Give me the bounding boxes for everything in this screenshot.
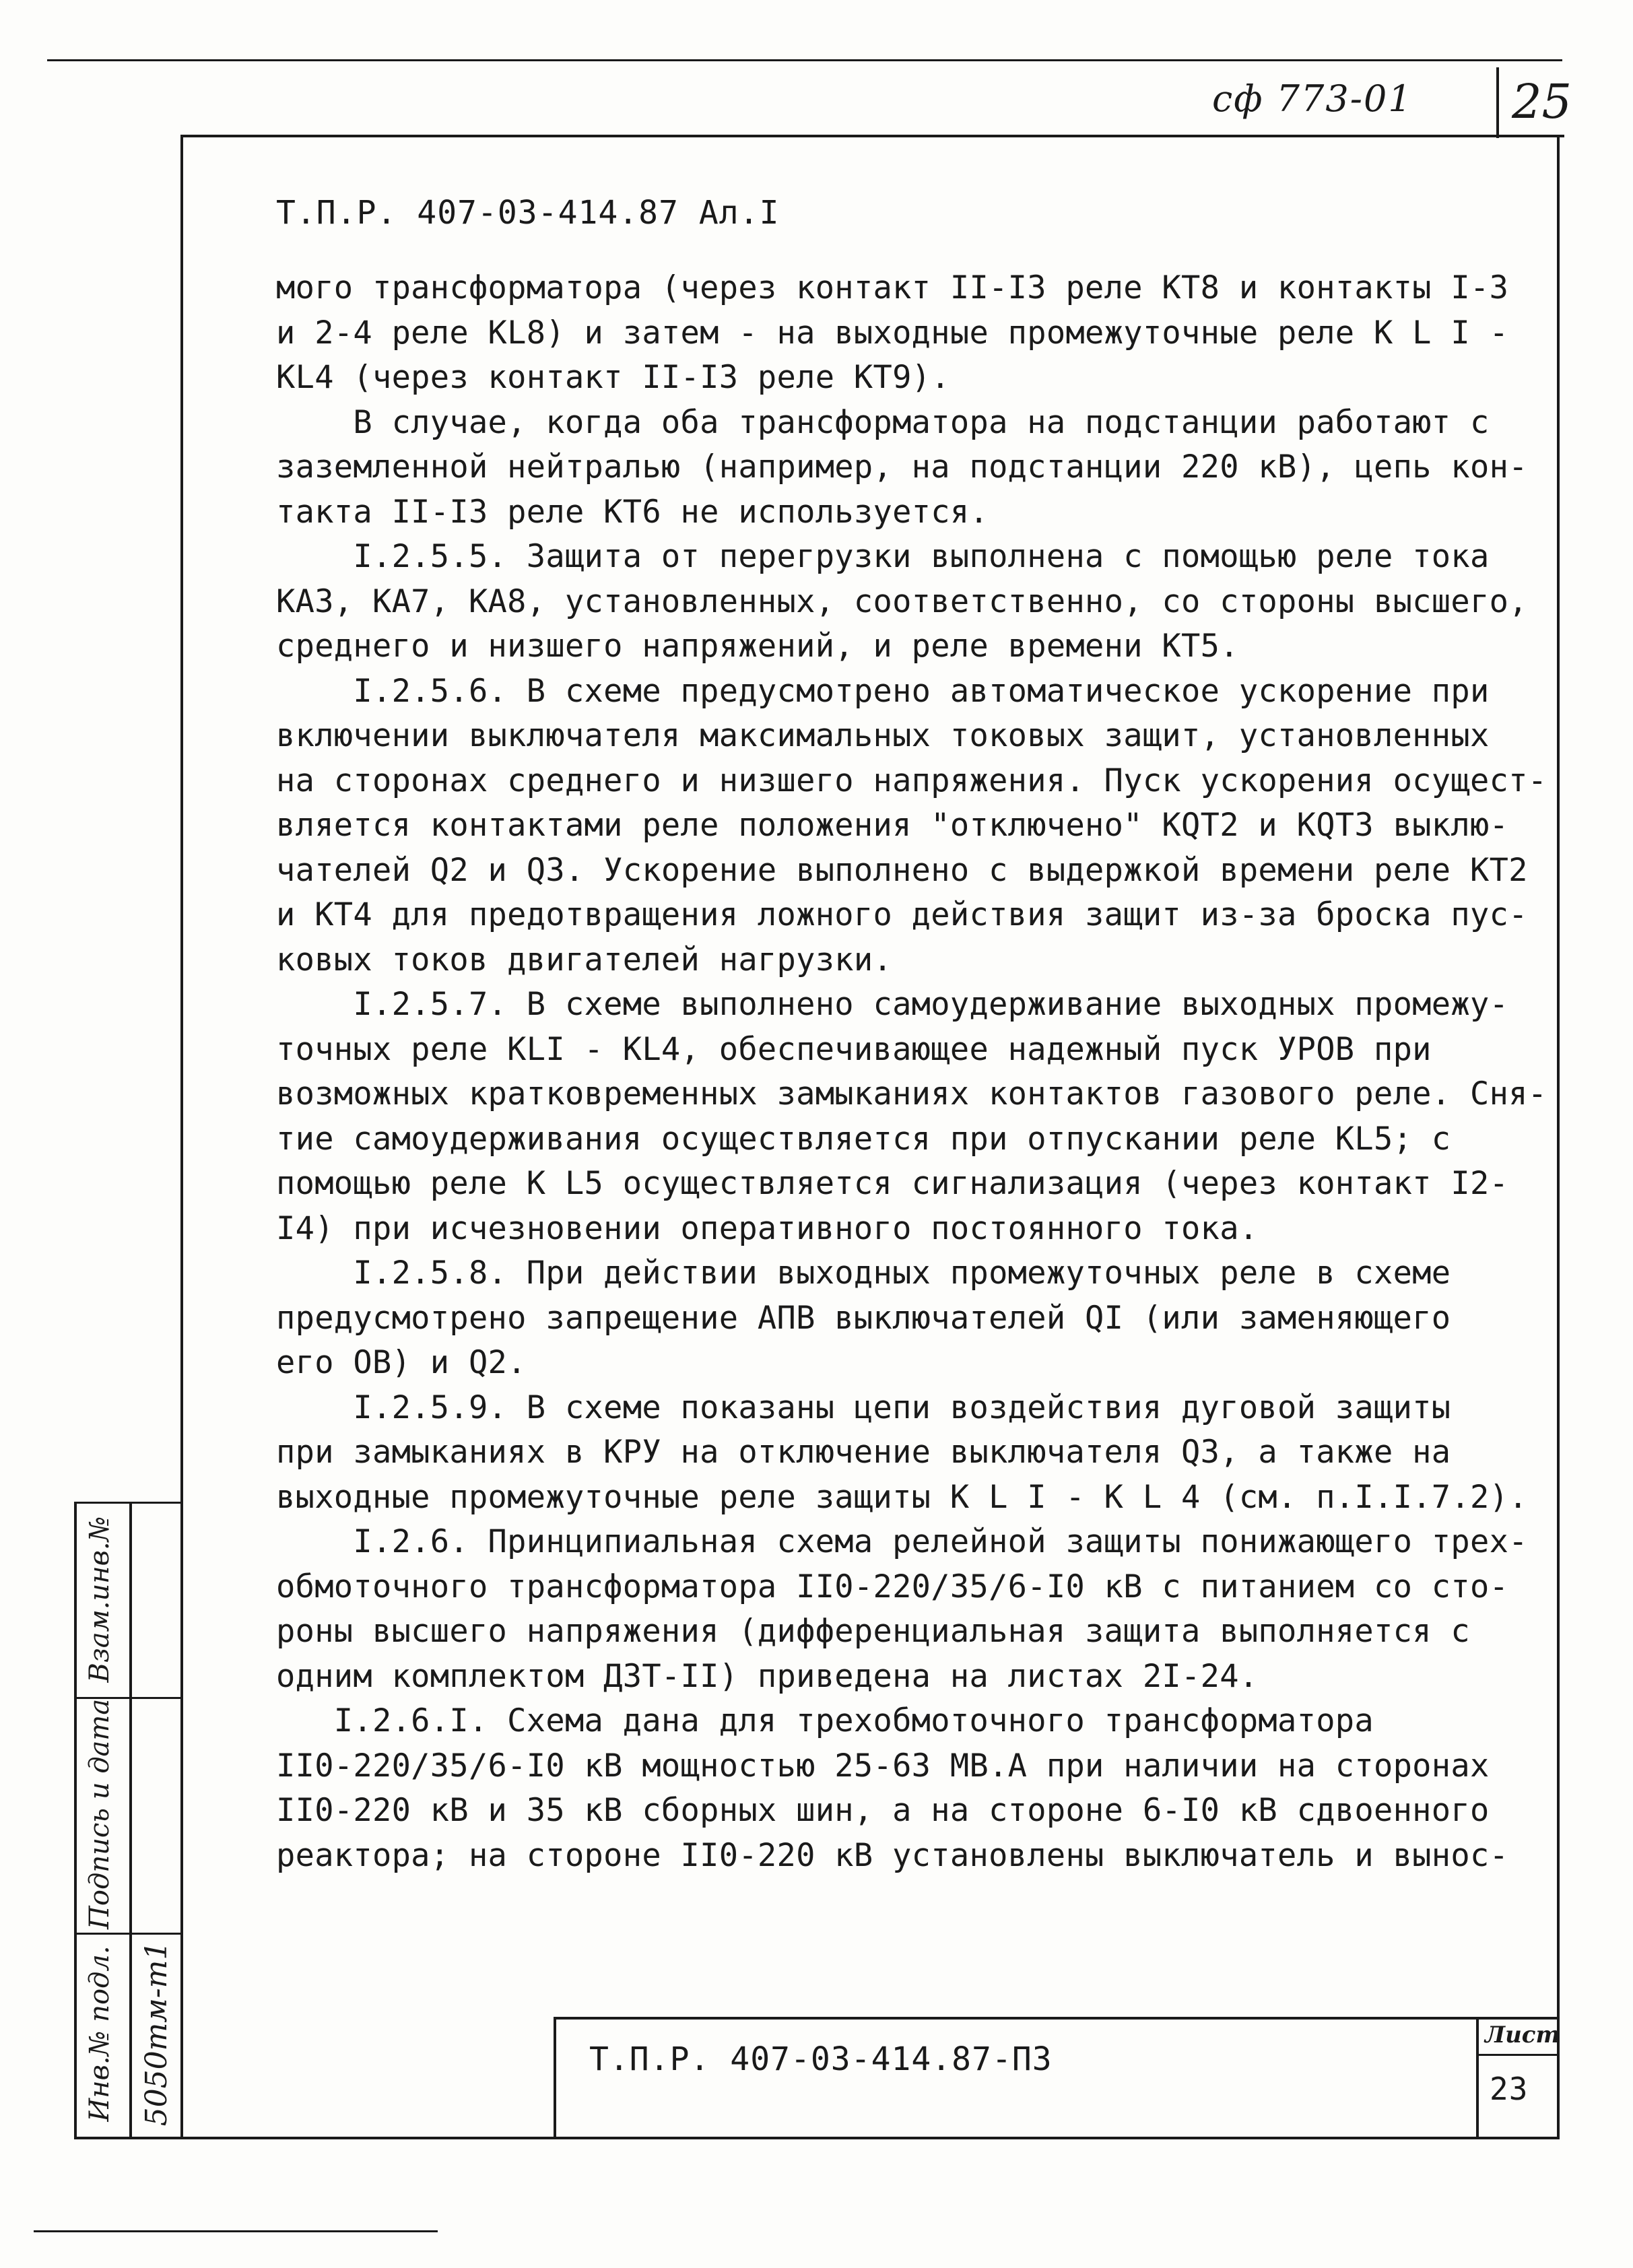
- body-line: на сторонах среднего и низшего напряжения. Пуск ускорения осущест-: [276, 762, 1547, 799]
- body-line: мого трансформатора (через контакт II-I3 реле КТ8 и контакты I-3: [276, 269, 1509, 306]
- body-line: реактора; на стороне II0-220 кВ установлены выключатель и вынос-: [276, 1836, 1509, 1874]
- body-line: КА3, КА7, КА8, установленных, соответственно, со стороны высшего,: [276, 582, 1528, 620]
- body-line: II0-220/35/6-I0 кВ мощностью 25-63 МВ.А при наличии на сторонах: [276, 1747, 1490, 1785]
- body-line: заземленной нейтралью (например, на подстанции 220 кВ), цепь кон-: [276, 448, 1528, 486]
- side-label-replace: Взам.инв.№: [84, 1516, 115, 1683]
- body-line: I.2.5.9. В схеме показаны цепи воздействия дуговой защиты: [276, 1389, 1451, 1426]
- body-line: I.2.6. Принципиальная схема релейной защиты понижающего трех-: [276, 1523, 1528, 1560]
- body-line: выходные промежуточные реле защиты К L I - К L 4 (см. п.I.I.7.2).: [276, 1478, 1528, 1516]
- frame-right: [1557, 135, 1560, 2139]
- frame-top: [180, 135, 1564, 137]
- side-col-mid: [129, 1502, 132, 2139]
- body-line: I.2.5.8. При действии выходных промежуточных реле в схеме: [276, 1255, 1451, 1292]
- body-line: одним комплектом ДЗТ-II) приведена на листах 2I-24.: [276, 1657, 1259, 1695]
- body-line: I4) при исчезновении оперативного постоянного тока.: [276, 1209, 1259, 1247]
- body-line: II0-220 кВ и 35 кВ сборных шин, а на стороне 6-I0 кВ сдвоенного: [276, 1792, 1490, 1829]
- document-header: Т.П.Р. 407-03-414.87 Ал.I: [276, 194, 780, 232]
- handwritten-code: сф 773-01: [1212, 77, 1413, 120]
- sheet-number-box-left: [1496, 67, 1499, 138]
- side-col-outer: [74, 1502, 77, 2139]
- body-line: чателей Q2 и Q3. Ускорение выполнено с выдержкой времени реле КТ2: [276, 851, 1528, 889]
- body-line: при замыканиях в КРУ на отключение выключателя Q3, а также на: [276, 1434, 1451, 1471]
- top-rule: [47, 59, 1562, 61]
- body-line: вляется контактами реле положения "отключено" KQT2 и KQT3 выклю-: [276, 807, 1509, 844]
- body-line: роны высшего напряжения (дифференциальная защита выполняется с: [276, 1613, 1470, 1650]
- stamp-top: [554, 2017, 1560, 2020]
- side-label-inventory-number: 5050тм-т1: [139, 1941, 174, 2127]
- body-line: включении выключателя максимальных токовых защит, установленных: [276, 717, 1490, 754]
- stamp-list-divider: [1476, 2017, 1479, 2138]
- body-line: I.2.5.7. В схеме выполнено самоудерживание выходных промежу-: [276, 986, 1509, 1023]
- body-line: I.2.5.6. В схеме предусмотрено автоматическое ускорение при: [276, 672, 1490, 710]
- side-label-signature: Подпись и дата: [84, 1698, 115, 1929]
- body-line: и КТ4 для предотвращения ложного действия защит из-за броска пус-: [276, 896, 1528, 933]
- body-line: точных реле КLI - КL4, обеспечивающее надежный пуск УРОВ при: [276, 1030, 1432, 1068]
- body-line: среднего и низшего напряжений, и реле времени КТ5.: [276, 628, 1239, 665]
- stamp-list-number: 23: [1490, 2071, 1529, 2107]
- body-line: помощью реле К L5 осуществляется сигнализация (через контакт I2-: [276, 1165, 1509, 1202]
- body-line: предусмотрено запрещение АПВ выключателей QI (или заменяющего: [276, 1299, 1451, 1337]
- body-line: I.2.5.5. Защита от перегрузки выполнена с помощью реле тока: [276, 538, 1490, 575]
- body-line: тие самоудерживания осуществляется при отпускании реле КL5; с: [276, 1120, 1451, 1158]
- body-line: обмоточного трансформатора II0-220/35/6-I0 кВ с питанием со сто-: [276, 1568, 1509, 1605]
- page-bottom-rule: [34, 2230, 438, 2232]
- stamp-list-rule: [1476, 2054, 1560, 2056]
- body-line: возможных кратковременных замыканиях контактов газового реле. Сня-: [276, 1075, 1547, 1112]
- body-line: КL4 (через контакт II-I3 реле КТ9).: [276, 359, 950, 396]
- sheet-number-top: 25: [1512, 74, 1572, 129]
- frame-left: [180, 135, 183, 2139]
- body-text: [276, 266, 1547, 1878]
- stamp-list-label: Лист: [1485, 2022, 1560, 2048]
- body-line: такта II-I3 реле КТ6 не используется.: [276, 493, 989, 531]
- body-line: В случае, когда оба трансформатора на подстанции работают с: [276, 403, 1490, 441]
- body-line: I.2.6.I. Схема дана для трехобмоточного трансформатора: [276, 1702, 1374, 1739]
- side-label-inventory: Инв.№ подл.: [84, 1945, 115, 2122]
- body-line: его ОВ) и Q2.: [276, 1344, 527, 1381]
- frame-bottom: [74, 2137, 1560, 2139]
- stamp-doc-code: Т.П.Р. 407-03-414.87-П3: [589, 2040, 1053, 2078]
- body-line: ковых токов двигателей нагрузки.: [276, 941, 893, 978]
- body-line: и 2-4 реле КL8) и затем - на выходные промежуточные реле К L I -: [276, 314, 1509, 352]
- stamp-left: [554, 2017, 556, 2138]
